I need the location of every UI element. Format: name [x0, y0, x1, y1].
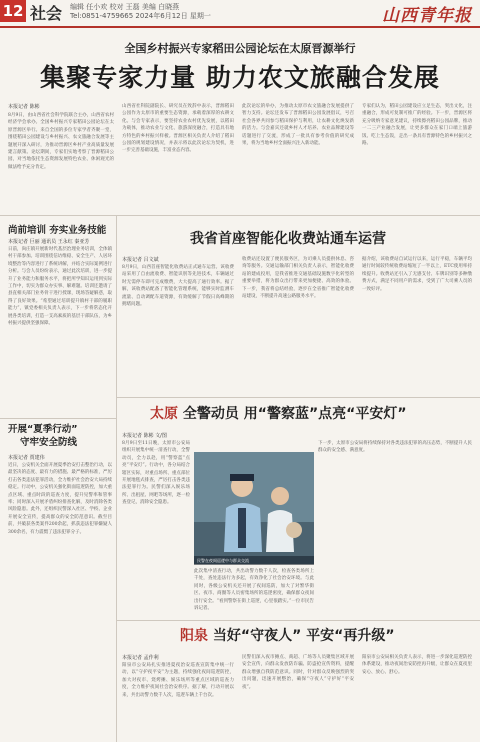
summer-byline: 本报记者 贾建伟: [8, 455, 45, 461]
yangquan-column-1: 阳泉市公安局扎实推进夏夜治安巡查宣防集中统一行动，以“守护夜平安”为主题，持续强化夜间巡逻防控，加大对夜市、烧烤摊、娱乐场所等重点区域的巡查力度，全力维护夜间社会治安秩序。据了解，行动开展以来，共出动警力数千人次，巡逻车辆上千台次。: [122, 663, 234, 698]
editor-line: 编辑 任小欢 校对 王磊 美编 白晓燕: [70, 3, 180, 11]
page-number: 12: [0, 0, 26, 22]
masthead-meta: [70, 3, 211, 21]
lead-byline: 本报记者 陈彬: [8, 104, 40, 110]
training-body: 日前，尚庄镇开展新时代基层治理业务培训，全体镇村干部参加。培训围绕信访维稳、安全生产、人居环境整治等内容进行了系统讲解，并结合实际案例进行分析。与会人员纷纷表示，通过此次培训，进一步提升了业务能力和服务水平，将把所学知识运用到实际工作中，切实为群众办实事、解难题。培训还邀请了县直相关部门业务骨干进行授课，现场答疑解惑，取得了良好效果。“希望通过培训提升镇村干部的履职能力”，镇党委相关负责人表示，下一步将常态化开展各类培训，打造一支高素质的基层干部队伍，为乡村振兴提供坚强保障。: [8, 247, 112, 327]
police-title: 全警动员 用“警察蓝”点亮“平安灯”: [182, 406, 407, 422]
column-rule: [116, 215, 117, 742]
yangquan-byline: 本报记者 孟作利: [122, 655, 159, 661]
lead-column-4: 专家们认为，稻田公园建设应立足生态，突出文化，注重融合，形成可复制可推广的经验。下一步，晋源区将充分吸纳专家意见建议，持续擦亮稻田公园品牌，推动一二三产业融合发展，让更多群众在家门口端上旅游饭、吃上生态饭，走出一条具有晋源特色的乡村振兴之路。: [362, 104, 472, 147]
police-column-2: 此次集中清查行动，共出动警力数千人次，检查各类场所上千处，查处违法行为多起，有效净化了社会治安环境。与此同时，各级公安机关还开展了夜间巡防，加大了对繁华街区、夜市、商圈等人员密集场所的巡逻密度，确保群众夜间出行安全。“看到警察在街上巡逻，心里很踏实。”一位市民告诉记者。: [194, 569, 314, 612]
summer-title-line-2: 守牢安全防线: [20, 437, 78, 448]
masthead: [0, 0, 480, 28]
section-name: 社会: [30, 4, 63, 23]
police-photo: [194, 452, 314, 564]
police-photo-caption: 民警在夜间巡逻中与群众交流: [194, 556, 314, 565]
summer-title-line-1: 开展“夏季行动”: [8, 424, 78, 435]
training-byline: 本报记者 巨丽 通讯员 王永红 秦亚芳: [8, 239, 90, 245]
police-column-1: 8月9日至11日晚，太原市公安局组织开展集中统一清查行动，全警动员，全力以赴，用“警察蓝”点亮“平安灯”。行动中，各分局结合辖区实际，对重点场所、重点部位开展地毯式排查，严厉打击各类违法犯罪行为。民警们深入娱乐场所、出租屋、网吧等场所，逐一检查登记，消除安全隐患。: [122, 441, 190, 506]
summer-title: [8, 423, 78, 449]
toll-headline: 我省首座智能化收费站通车运营: [190, 231, 386, 247]
paper-logo: 山西青年报: [382, 6, 472, 26]
yangquan-column-3: 阳泉市公安局相关负责人表示，将进一步深化巡逻防控体系建设，推动夜间治安防控再升级，让群众在夏夜里安心、放心、舒心。: [362, 655, 472, 675]
lead-column-3: 此次论坛的举办，为推动太原市农文旅融合发展提供了智力支持。论坛还发布了晋源稻田公园发展倡议，号召社会各界共同参与稻田保护与利用，让农耕文化焕发新的活力。与会嘉宾还就乡村人才培养、农业品牌建设等话题进行了交流，形成了一批具有参考价值的研究成果，将为当地乡村全面振兴注入新动能。: [242, 104, 354, 147]
toll-byline: 本报记者 吕文斌: [122, 257, 159, 263]
divider: [116, 620, 480, 621]
lead-column-1: 8月9日，由山西省社会科学院联合主办，山西省农村经济学会承办。全国乡村振兴专家稻田公园论坛在太原晋源区举行。来自全国的多位专家学者齐聚一堂，围绕稻田公园建设与乡村振兴、农文旅融合发展等主题展开深入研讨，为推动晋源区乡村产业高质量发展建言献策。论坛期间，专家们实地考察了晋源稻田公园，对当地依托生态资源发展特色农业、休闲观光的做法给予充分肯定。: [8, 113, 114, 170]
lead-kicker: 全国乡村振兴专家稻田公园论坛在太原晋源举行: [124, 42, 356, 55]
divider: [0, 215, 480, 216]
yangquan-headline: [180, 625, 395, 645]
police-headline: [150, 403, 407, 423]
police-city: 太原: [150, 406, 178, 422]
lead-column-2: 山西省社科院副院长、研究员在致辞中表示，晋源稻田公园作为太原市的重要生态资源，承载着深厚的农耕文化。与会专家表示，要坚持农业农村优先发展，以稻田为载体，推动农业与文化、旅游深度融合，打造具有地方特色的乡村振兴样板。晋源区相关负责人介绍了稻田公园的规划建设情况，并表示将以此次论坛为契机，进一步完善基础设施，丰富业态内容。: [122, 104, 234, 154]
police-column-3: 下一步，太原市公安局将持续保持对各类违法犯罪的高压态势，不断提升人民群众的安全感、满意度。: [318, 441, 472, 454]
toll-column-3: 据介绍，该收费站自试运行以来，运行平稳，车辆平均通行时间较传统收费站缩短了一半以上，ETC使用率持续提升。收费站还引入了无感支付、车牌识别等多种缴费方式，满足不同用户的需求，受到了广大司乘人员的一致好评。: [362, 257, 472, 292]
yangquan-title: 当好“守夜人” 平安“再升级”: [212, 628, 395, 644]
training-title: 尚前培训 夯实业务技能: [8, 225, 107, 236]
divider: [116, 397, 480, 398]
summer-body: 近日，公安机关全面开展夏季治安打击整治行动，以最坚决的态度、最有力的措施、最严格的标准，严厉打击各类违法犯罪活动，全力维护社会治安大局持续稳定。行动中，公安机关强化街面巡逻防控，加大重点区域、重点时段的巡查力度，提升见警率和管事率；同时深入开展矛盾纠纷排查化解，及时消除各类风险隐患。此外，还组织民警深入社区、学校、企业开展安全宣传，提高群众的安全防范意识。截至目前，共破获各类案件200余起，抓获违法犯罪嫌疑人300余名，有力震慑了违法犯罪分子。: [8, 463, 112, 535]
lead-headline: 集聚专家力量 助力农文旅融合发展: [40, 63, 440, 92]
contact-line: Tel:0851-4759665 2024年6月12日 星期一: [70, 12, 211, 20]
yangquan-column-2: 民警们深入夜市摊点、商超、广场等人员聚集区域开展安全宣传，向群众发放防诈骗、防盗抢宣传资料，提醒群众增强自我防范意识。同时，针对群众反映强烈的突出问题，迅速开展整治，确保“守夜人”守护好“平安夜”。: [242, 655, 354, 690]
police-photo-illustration: [194, 452, 314, 564]
yangquan-city: 阳泉: [180, 628, 208, 644]
toll-column-1: 8月9日，山西首座智能化收费站正式通车运营。该收费站采用了自由流收费、智能识别等先进技术，车辆通过时无需停车即可完成缴费，大大提高了通行效率。据了解，该收费站配备了智能化管理系统，能够实时监测车流量、自动调配车道资源，有效缓解了节假日高峰期的拥堵问题。: [122, 265, 234, 308]
divider: [0, 418, 116, 419]
toll-column-2: 收费站还设置了便民服务区，为司乘人员提供休息、咨询等服务。交通运输部门相关负责人表示，智能化收费站的建成投用，是我省推进交通基础设施数字化转型的重要举措，将为群众出行带来更加便捷、高效的体验。下一步，我省将总结经验，逐步在全省推广智能化收费站建设，不断提升高速公路服务水平。: [242, 257, 354, 300]
police-byline: 本报记者 陈彬 文/图: [122, 433, 167, 439]
